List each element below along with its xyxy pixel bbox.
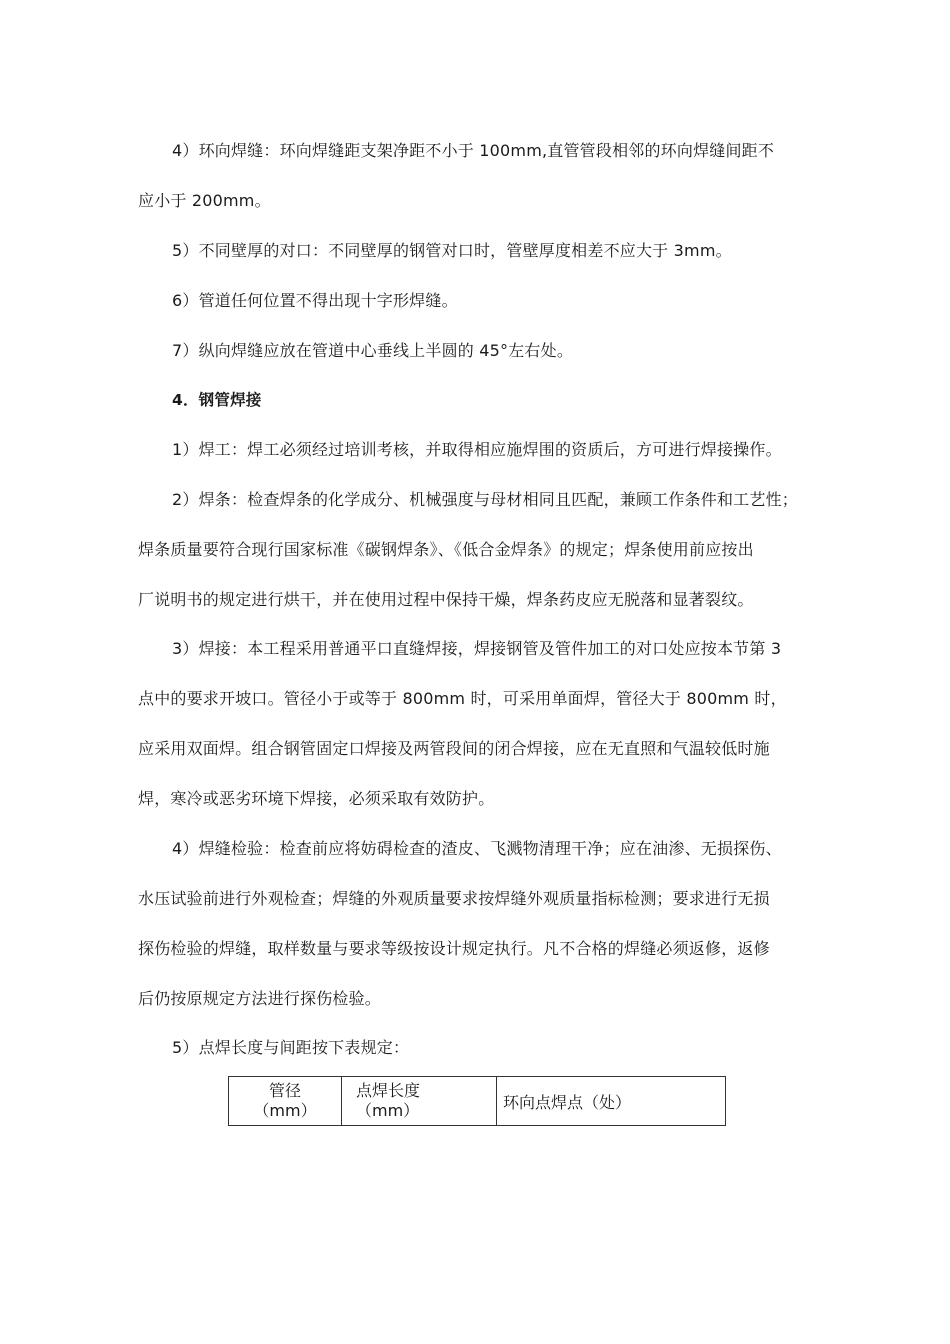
paragraph-line: 4）焊缝检验：检查前应将妨碍检查的渣皮、飞溅物清理干净；应在油渗、无损探伤、: [172, 839, 782, 858]
header-cell-weld-length: [342, 1077, 497, 1126]
spot-weld-table: [228, 1076, 726, 1126]
paragraph-line: 7）纵向焊缝应放在管道中心垂线上半圆的 45°左右处。: [172, 341, 574, 360]
header-unit: （mm）: [356, 1101, 420, 1120]
paragraph-line: 探伤检验的焊缝，取样数量与要求等级按设计规定执行。凡不合格的焊缝必须返修，返修: [138, 939, 770, 958]
paragraph-line: 4）环向焊缝：环向焊缝距支架净距不小于 100mm,直管管段相邻的环向焊缝间距不: [172, 141, 775, 160]
paragraph-line: 3）焊接：本工程采用普通平口直缝焊接，焊接钢管及管件加工的对口处应按本节第 3: [172, 639, 782, 658]
paragraph-line: 应小于 200mm。: [138, 191, 271, 210]
paragraph-line: 焊，寒冷或恶劣环境下焊接，必须采取有效防护。: [138, 789, 495, 808]
header-cell-diameter: [229, 1077, 342, 1126]
header-unit: （mm）: [253, 1101, 317, 1120]
paragraph-line: 点中的要求开坡口。管径小于或等于 800mm 时，可采用单面焊，管径大于 800mm 时，: [138, 689, 787, 708]
paragraph-line: 厂说明书的规定进行烘干，并在使用过程中保持干燥，焊条药皮应无脱落和显著裂纹。: [138, 590, 754, 609]
paragraph-line: 6）管道任何位置不得出现十字形焊缝。: [172, 291, 458, 310]
paragraph-line: 水压试验前进行外观检查；焊缝的外观质量要求按焊缝外观质量指标检测；要求进行无损: [138, 889, 770, 908]
paragraph-line: 后仍按原规定方法进行探伤检验。: [138, 989, 382, 1008]
header-text: 管径: [268, 1081, 301, 1100]
section-heading: 4．钢管焊接: [172, 391, 262, 409]
header-text: 点焊长度: [356, 1081, 421, 1100]
paragraph-line: 应采用双面焊。组合钢管固定口焊接及两管段间的闭合焊接，应在无直照和气温较低时施: [138, 739, 770, 758]
paragraph-line: 5）点焊长度与间距按下表规定：: [172, 1038, 410, 1057]
header-cell-spot-count: 环向点焊点（处）: [497, 1077, 726, 1126]
paragraph-line: 2）焊条：检查焊条的化学成分、机械强度与母材相同且匹配，兼顾工作条件和工艺性；: [172, 490, 798, 509]
paragraph-line: 1）焊工：焊工必须经过培训考核，并取得相应施焊围的资质后，方可进行焊接操作。: [172, 440, 782, 459]
paragraph-line: 焊条质量要符合现行国家标准《碳钢焊条》、《低合金焊条》的规定；焊条使用前应按出: [138, 540, 754, 559]
table-header-row: [229, 1077, 726, 1126]
paragraph-line: 5）不同壁厚的对口：不同壁厚的钢管对口时，管壁厚度相差不应大于 3mm。: [172, 241, 732, 260]
